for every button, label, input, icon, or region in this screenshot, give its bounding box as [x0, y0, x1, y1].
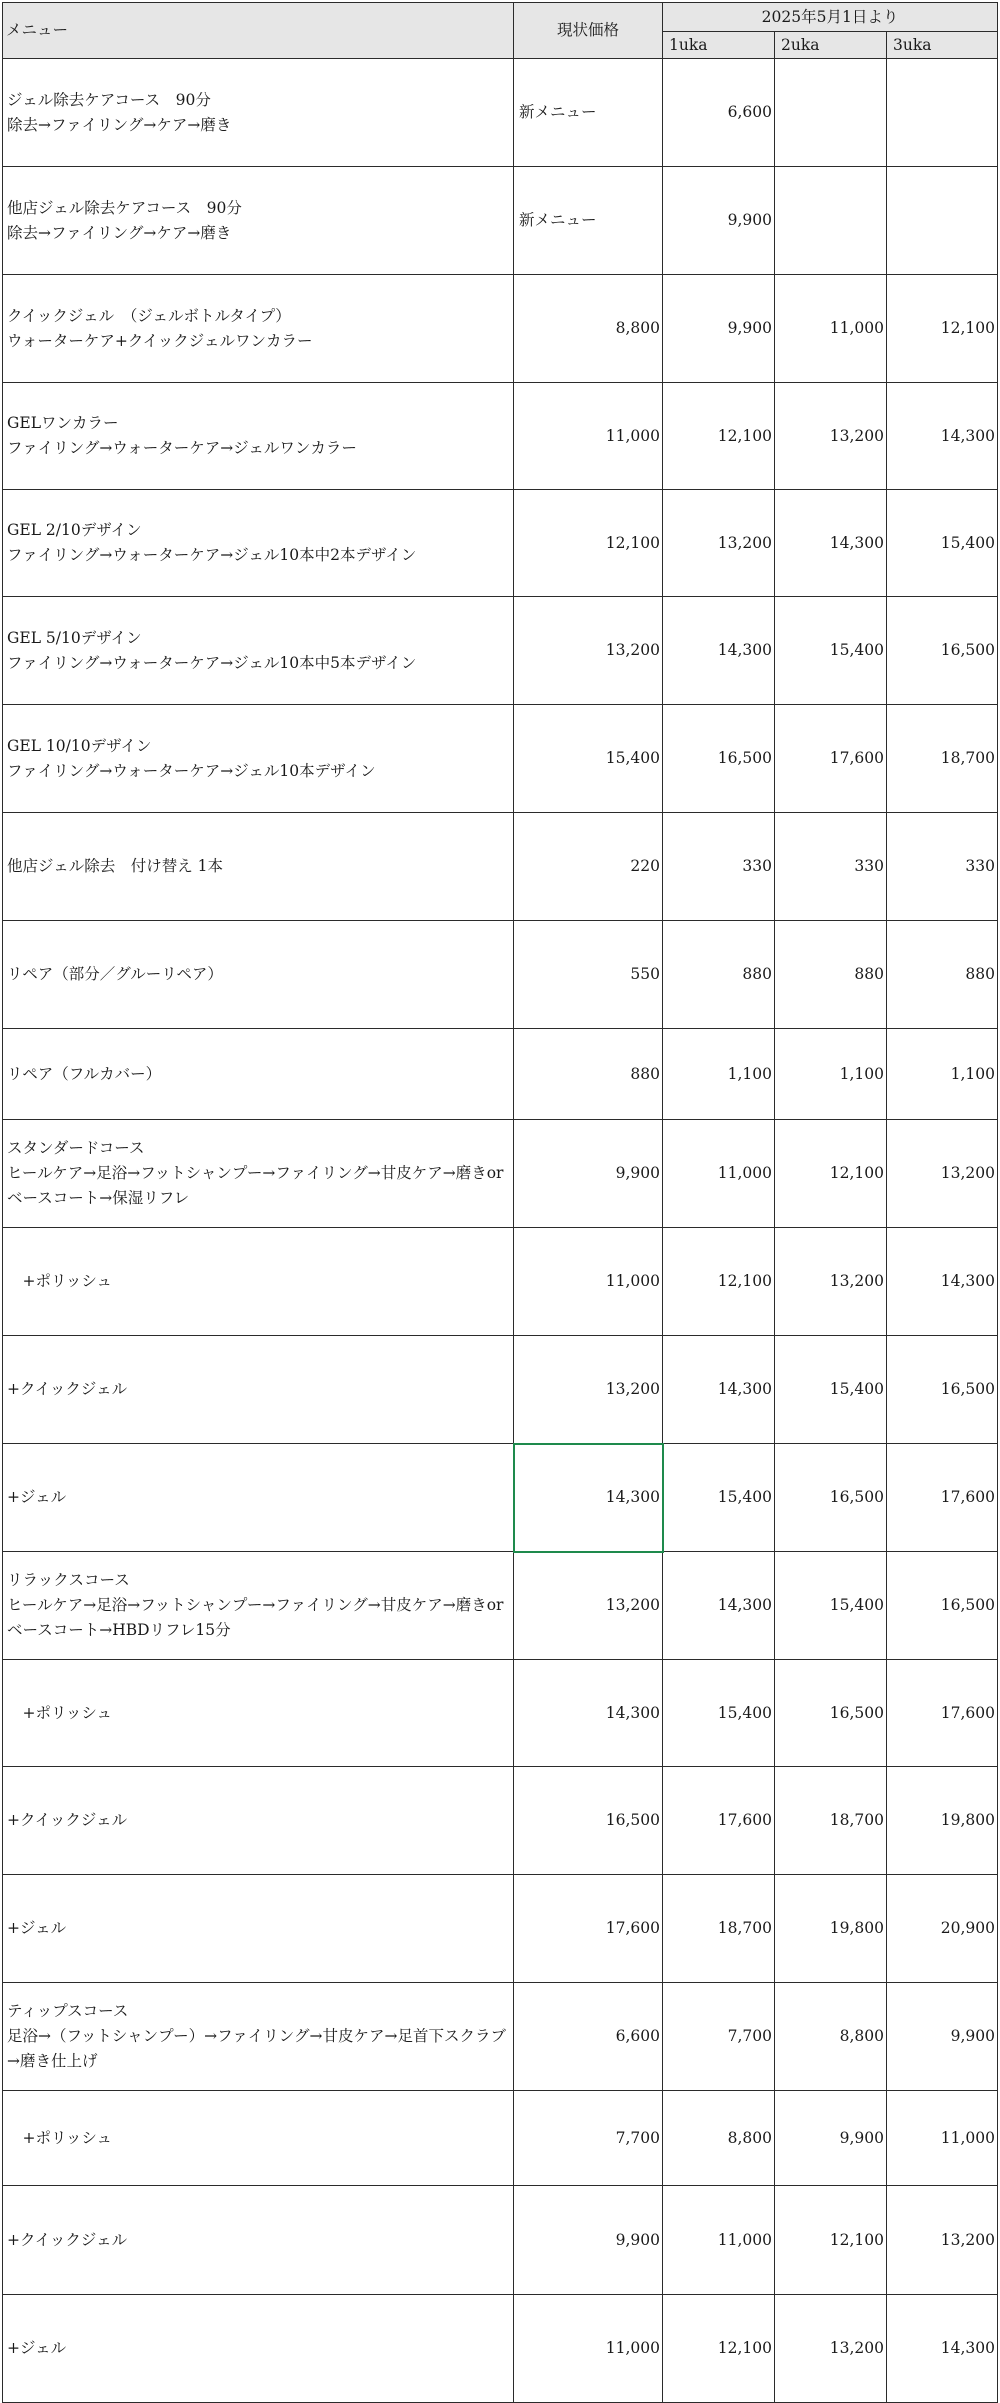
current-price-cell[interactable]: 15,400: [514, 705, 663, 813]
menu-cell[interactable]: [3, 167, 514, 275]
table-row: [3, 597, 998, 705]
menu-name: 他店ジェル除去 付け替え 1本: [7, 857, 223, 875]
table-row: [3, 1228, 998, 1336]
price-2uka-cell[interactable]: 8,800: [775, 1983, 887, 2091]
price-1uka-cell[interactable]: 14,300: [663, 597, 775, 705]
current-price-cell[interactable]: 11,000: [514, 383, 663, 490]
menu-name: +クイックジェル: [7, 1380, 128, 1398]
price-2uka-cell[interactable]: 13,200: [775, 2295, 887, 2403]
table-row: [3, 921, 998, 1029]
price-2uka-cell[interactable]: 16,500: [775, 1444, 887, 1552]
price-rows: [3, 59, 998, 2403]
menu-name: スタンダードコース: [7, 1139, 145, 1157]
table-row: [3, 1336, 998, 1444]
price-1uka-cell[interactable]: 14,300: [663, 1552, 775, 1660]
table-row: [3, 1029, 998, 1120]
table-row: [3, 383, 998, 490]
price-1uka-cell[interactable]: 11,000: [663, 2186, 775, 2295]
menu-steps: ウォーターケア+クイックジェルワンカラー: [7, 331, 313, 350]
current-price-cell[interactable]: 14,300: [514, 1660, 663, 1767]
menu-name: +ジェル: [7, 1488, 67, 1506]
price-2uka-cell[interactable]: 330: [775, 813, 887, 921]
menu-name: +ジェル: [7, 1919, 67, 1937]
menu-steps: 除去→ファイリング→ケア→磨き: [7, 223, 232, 242]
menu-name: リペア（フルカバー）: [7, 1064, 162, 1083]
menu-cell[interactable]: [3, 1875, 514, 1983]
price-3uka-cell[interactable]: 12,100: [887, 275, 998, 383]
price-1uka-cell[interactable]: 6,600: [663, 59, 775, 167]
menu-name: リペア（部分／グルーリペア）: [7, 965, 223, 983]
price-3uka-cell[interactable]: 1,100: [887, 1029, 998, 1120]
menu-cell[interactable]: [3, 383, 514, 490]
menu-name: GEL 10/10デザイン: [7, 736, 152, 755]
table-row: [3, 1983, 998, 2091]
current-price-cell[interactable]: 13,200: [514, 597, 663, 705]
menu-cell[interactable]: [3, 705, 514, 813]
price-2uka-cell[interactable]: 12,100: [775, 2186, 887, 2295]
menu-name: +ポリッシュ: [7, 1272, 113, 1290]
price-3uka-cell[interactable]: 14,300: [887, 2295, 998, 2403]
menu-cell[interactable]: [3, 59, 514, 167]
price-3uka-cell[interactable]: 19,800: [887, 1767, 998, 1875]
table-row: [3, 59, 998, 167]
menu-cell[interactable]: [3, 1336, 514, 1444]
table-row: [3, 1552, 998, 1660]
menu-steps: ヒールケア→足浴→フットシャンプー→ファイリング→甘皮ケア→磨きorベースコート→HBDリフレ15分: [7, 1596, 504, 1639]
price-3uka-cell[interactable]: 14,300: [887, 383, 998, 490]
price-1uka-cell[interactable]: 14,300: [663, 1336, 775, 1444]
price-1uka-cell[interactable]: 12,100: [663, 2295, 775, 2403]
menu-cell[interactable]: [3, 1660, 514, 1767]
price-table: [2, 2, 998, 2403]
table-row: [3, 2295, 998, 2403]
table-row: [3, 2186, 998, 2295]
menu-cell[interactable]: [3, 921, 514, 1029]
price-2uka-cell[interactable]: 880: [775, 921, 887, 1029]
current-price-cell[interactable]: 9,900: [514, 1120, 663, 1228]
menu-steps: ファイリング→ウォーターケア→ジェル10本中5本デザイン: [7, 653, 417, 672]
menu-cell[interactable]: [3, 490, 514, 597]
price-1uka-cell[interactable]: 9,900: [663, 167, 775, 275]
price-1uka-cell[interactable]: 17,600: [663, 1767, 775, 1875]
price-2uka-cell[interactable]: 14,300: [775, 490, 887, 597]
price-3uka-cell[interactable]: 16,500: [887, 1336, 998, 1444]
price-2uka-cell[interactable]: 13,200: [775, 383, 887, 490]
price-2uka-cell[interactable]: 15,400: [775, 1336, 887, 1444]
price-2uka-cell[interactable]: 1,100: [775, 1029, 887, 1120]
table-row: [3, 813, 998, 921]
current-price-cell[interactable]: 550: [514, 921, 663, 1029]
price-3uka-cell[interactable]: 880: [887, 921, 998, 1029]
price-3uka-cell[interactable]: 20,900: [887, 1875, 998, 1983]
menu-name: ティップスコース: [7, 2002, 129, 2020]
menu-name: +ポリッシュ: [7, 2128, 113, 2147]
menu-steps: 除去→ファイリング→ケア→磨き: [7, 115, 232, 134]
menu-name: +ジェル: [7, 2339, 67, 2357]
price-2uka-cell[interactable]: [775, 59, 887, 167]
menu-cell[interactable]: [3, 2186, 514, 2295]
menu-cell[interactable]: [3, 1120, 514, 1228]
price-1uka-cell[interactable]: 18,700: [663, 1875, 775, 1983]
menu-cell[interactable]: [3, 1228, 514, 1336]
menu-cell[interactable]: [3, 1983, 514, 2091]
menu-steps: ヒールケア→足浴→フットシャンプー→ファイリング→甘皮ケア→磨きorベースコート→保湿リフレ: [7, 1164, 504, 1207]
current-price-cell[interactable]: 6,600: [514, 1983, 663, 2091]
header-effective-date[interactable]: 2025年5月1日より: [663, 3, 998, 32]
menu-cell[interactable]: [3, 1767, 514, 1875]
table-row: [3, 1875, 998, 1983]
price-3uka-cell[interactable]: [887, 167, 998, 275]
current-price-cell[interactable]: 7,700: [514, 2091, 663, 2186]
price-2uka-cell[interactable]: 19,800: [775, 1875, 887, 1983]
price-3uka-cell[interactable]: 18,700: [887, 705, 998, 813]
table-row: [3, 1660, 998, 1767]
price-1uka-cell[interactable]: 880: [663, 921, 775, 1029]
current-price-cell[interactable]: 9,900: [514, 2186, 663, 2295]
menu-cell[interactable]: [3, 597, 514, 705]
menu-name: GEL 2/10デザイン: [7, 521, 142, 539]
price-2uka-cell[interactable]: 9,900: [775, 2091, 887, 2186]
menu-steps: ファイリング→ウォーターケア→ジェルワンカラー: [7, 439, 357, 457]
price-3uka-cell[interactable]: 16,500: [887, 597, 998, 705]
current-price-cell[interactable]: 11,000: [514, 2295, 663, 2403]
price-1uka-cell[interactable]: 15,400: [663, 1444, 775, 1552]
price-1uka-cell[interactable]: 13,200: [663, 490, 775, 597]
current-price-cell[interactable]: 880: [514, 1029, 663, 1120]
price-3uka-cell[interactable]: 9,900: [887, 1983, 998, 2091]
current-price-cell[interactable]: 12,100: [514, 490, 663, 597]
menu-name: リラックスコース: [7, 1571, 130, 1589]
header-tier-3uka[interactable]: 3uka: [887, 32, 998, 59]
menu-cell[interactable]: [3, 1444, 514, 1552]
table-row: [3, 705, 998, 813]
menu-cell[interactable]: [3, 275, 514, 383]
menu-name: クイックジェル （ジェルボトルタイプ）: [7, 306, 291, 325]
price-3uka-cell[interactable]: 17,600: [887, 1660, 998, 1767]
table-row: [3, 2091, 998, 2186]
table-row: [3, 1767, 998, 1875]
price-3uka-cell[interactable]: 330: [887, 813, 998, 921]
price-3uka-cell[interactable]: [887, 59, 998, 167]
price-3uka-cell[interactable]: 14,300: [887, 1228, 998, 1336]
current-price-cell[interactable]: 8,800: [514, 275, 663, 383]
header-tier-1uka[interactable]: 1uka: [663, 32, 775, 59]
price-3uka-cell[interactable]: 11,000: [887, 2091, 998, 2186]
header-row: [3, 3, 998, 32]
menu-steps: 足浴→（フットシャンプー）→ファイリング→甘皮ケア→足首下スクラブ→磨き仕上げ: [7, 2027, 506, 2070]
menu-name: ジェル除去ケアコース 90分: [7, 90, 211, 109]
current-price-cell[interactable]: 新メニュー: [514, 59, 663, 167]
current-price-cell[interactable]: 14,300: [514, 1444, 663, 1552]
table-row: [3, 1444, 998, 1552]
price-2uka-cell[interactable]: 15,400: [775, 1552, 887, 1660]
current-price-cell[interactable]: 13,200: [514, 1552, 663, 1660]
current-price-cell[interactable]: 13,200: [514, 1336, 663, 1444]
price-1uka-cell[interactable]: 330: [663, 813, 775, 921]
menu-name: 他店ジェル除去ケアコース 90分: [7, 198, 242, 217]
price-2uka-cell[interactable]: 15,400: [775, 597, 887, 705]
price-2uka-cell[interactable]: [775, 167, 887, 275]
price-1uka-cell[interactable]: 12,100: [663, 1228, 775, 1336]
price-2uka-cell[interactable]: 13,200: [775, 1228, 887, 1336]
price-2uka-cell[interactable]: 16,500: [775, 1660, 887, 1767]
menu-name: +ポリッシュ: [7, 1703, 113, 1722]
price-1uka-cell[interactable]: 12,100: [663, 383, 775, 490]
price-3uka-cell[interactable]: 15,400: [887, 490, 998, 597]
price-1uka-cell[interactable]: 7,700: [663, 1983, 775, 2091]
price-3uka-cell[interactable]: 13,200: [887, 1120, 998, 1228]
menu-name: +クイックジェル: [7, 1811, 128, 1829]
current-price-cell[interactable]: 16,500: [514, 1767, 663, 1875]
current-price-cell[interactable]: 11,000: [514, 1228, 663, 1336]
menu-cell[interactable]: [3, 2295, 514, 2403]
current-price-cell[interactable]: 新メニュー: [514, 167, 663, 275]
price-2uka-cell[interactable]: 18,700: [775, 1767, 887, 1875]
price-2uka-cell[interactable]: 17,600: [775, 705, 887, 813]
price-3uka-cell[interactable]: 13,200: [887, 2186, 998, 2295]
price-1uka-cell[interactable]: 8,800: [663, 2091, 775, 2186]
header-tier-2uka[interactable]: 2uka: [775, 32, 887, 59]
menu-name: +クイックジェル: [7, 2230, 128, 2249]
current-price-cell[interactable]: 17,600: [514, 1875, 663, 1983]
menu-cell[interactable]: [3, 2091, 514, 2186]
menu-cell[interactable]: [3, 1552, 514, 1660]
price-2uka-cell[interactable]: 12,100: [775, 1120, 887, 1228]
price-1uka-cell[interactable]: 1,100: [663, 1029, 775, 1120]
table-row: [3, 490, 998, 597]
header-menu[interactable]: メニュー: [3, 3, 514, 59]
price-3uka-cell[interactable]: 17,600: [887, 1444, 998, 1552]
menu-cell[interactable]: [3, 1029, 514, 1120]
menu-steps: ファイリング→ウォーターケア→ジェル10本デザイン: [7, 761, 376, 780]
current-price-cell[interactable]: 220: [514, 813, 663, 921]
price-3uka-cell[interactable]: 16,500: [887, 1552, 998, 1660]
menu-steps: ファイリング→ウォーターケア→ジェル10本中2本デザイン: [7, 546, 417, 564]
menu-name: GELワンカラー: [7, 414, 119, 432]
table-row: [3, 1120, 998, 1228]
menu-cell[interactable]: [3, 813, 514, 921]
price-1uka-cell[interactable]: 11,000: [663, 1120, 775, 1228]
header-current-price[interactable]: 現状価格: [514, 3, 663, 59]
price-1uka-cell[interactable]: 15,400: [663, 1660, 775, 1767]
menu-name: GEL 5/10デザイン: [7, 628, 142, 647]
table-row: [3, 275, 998, 383]
price-2uka-cell[interactable]: 11,000: [775, 275, 887, 383]
price-1uka-cell[interactable]: 9,900: [663, 275, 775, 383]
price-1uka-cell[interactable]: 16,500: [663, 705, 775, 813]
table-row: [3, 167, 998, 275]
